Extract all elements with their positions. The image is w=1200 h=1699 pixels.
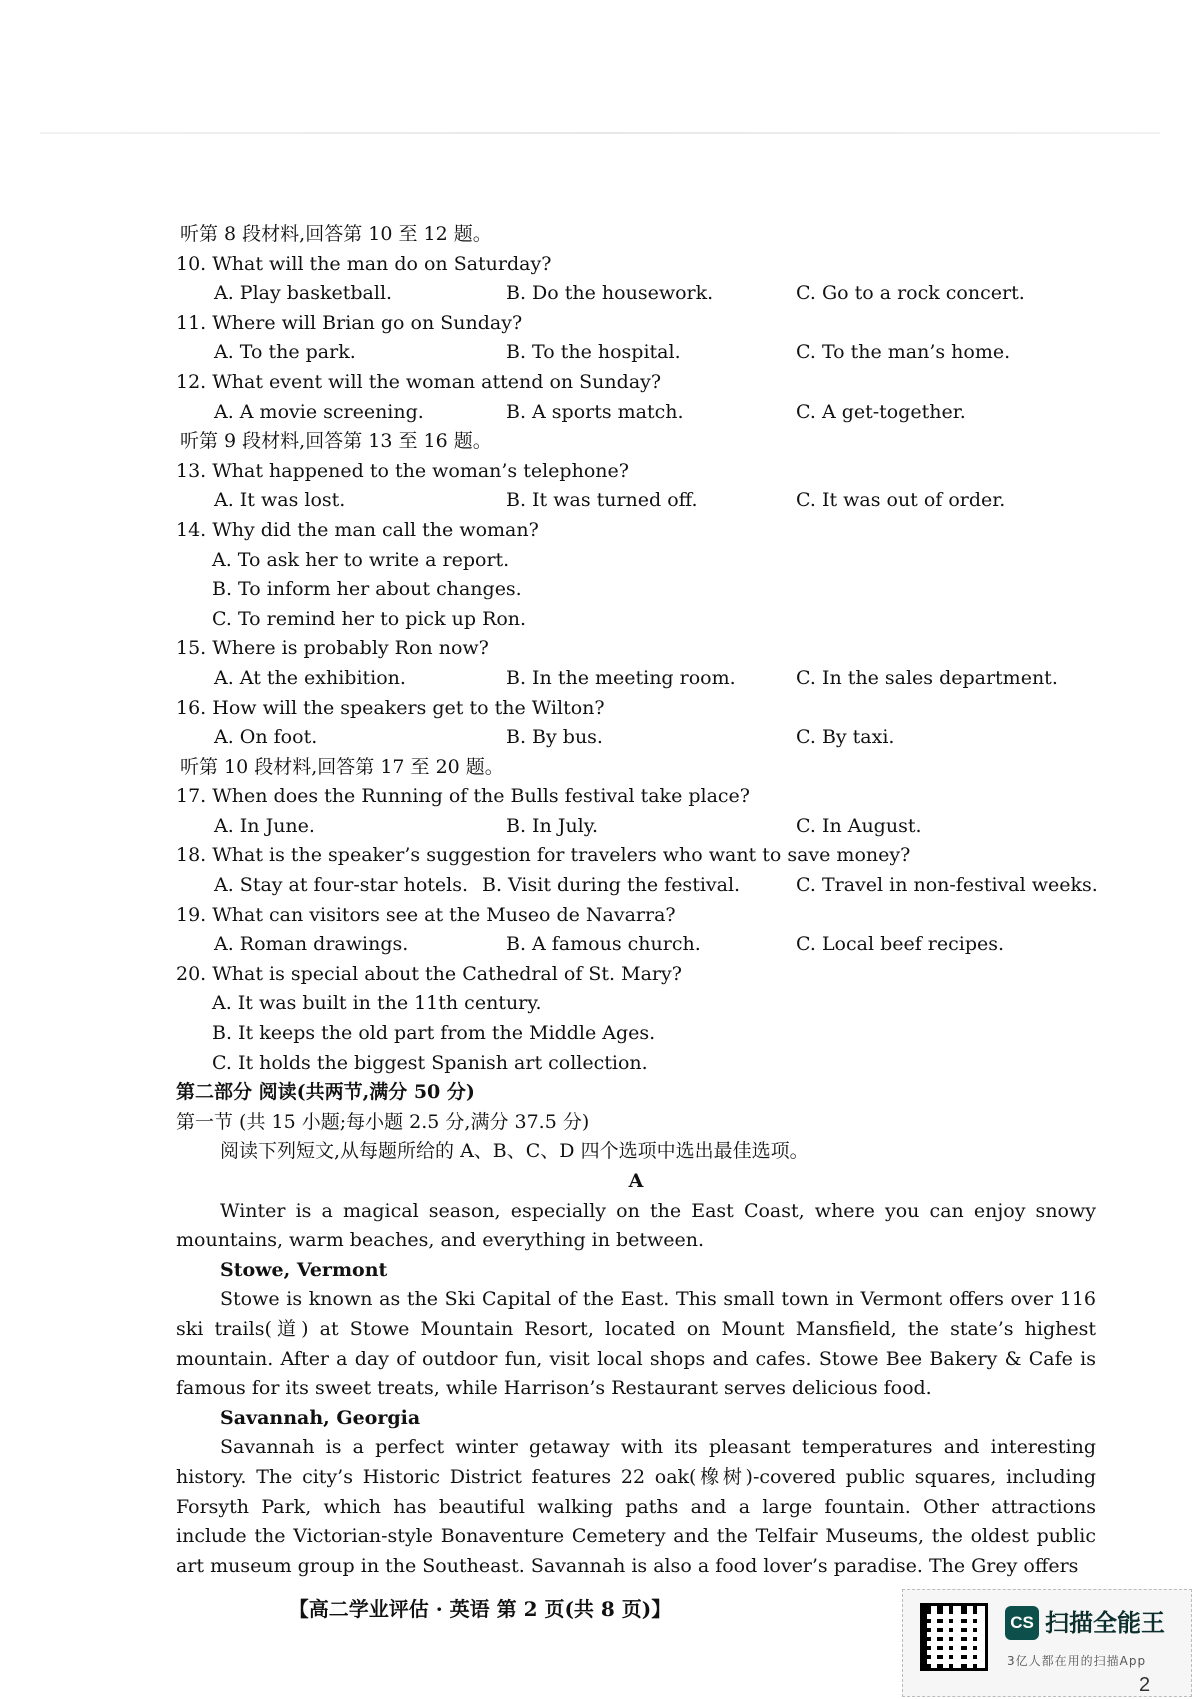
option-c: C. In August.	[796, 814, 922, 837]
option-c: C. By taxi.	[796, 726, 895, 749]
option-c: C. Go to a rock concert.	[796, 282, 1025, 305]
scanner-brand: 扫描全能王	[1045, 1609, 1165, 1637]
option-b: B. To the hospital.	[506, 341, 681, 364]
option-c: C. In the sales department.	[796, 666, 1058, 689]
footer-text: 【高二学业评估 · 英语 第 2 页(共 8 页)】	[288, 1597, 672, 1621]
question-12: 12. What event will the woman attend on Sunday?	[176, 370, 662, 393]
exam-page	[176, 220, 1096, 1581]
option-c: C. To remind her to pick up Ron.	[212, 607, 527, 630]
passage-letter: A	[628, 1170, 644, 1192]
option-a: A. At the exhibition.	[214, 666, 406, 689]
option-a: A. To ask her to write a report.	[212, 548, 510, 571]
option-b: B. It was turned off.	[506, 489, 698, 512]
instruction: 阅读下列短文,从每题所给的 A、B、C、D 四个选项中选出最佳选项。	[220, 1140, 809, 1163]
options-13	[176, 486, 1096, 516]
option-a: A. On foot.	[214, 726, 318, 749]
option-a: A. To the park.	[214, 341, 356, 364]
options-18	[176, 871, 1096, 901]
options-17	[176, 812, 1096, 842]
option-b: B. Visit during the festival.	[482, 874, 741, 897]
option-b: B. A sports match.	[506, 400, 684, 423]
section-heading-10: 听第 10 段材料,回答第 17 至 20 题。	[180, 755, 504, 778]
section-heading-8: 听第 8 段材料,回答第 10 至 12 题。	[180, 223, 492, 245]
scanner-watermark	[902, 1589, 1192, 1697]
scan-edge	[40, 132, 1160, 134]
scanner-tagline: 3亿人都在用的扫描App	[1007, 1654, 1147, 1668]
option-c: C. To the man’s home.	[796, 341, 1011, 364]
option-a: A. It was built in the 11th century.	[212, 992, 542, 1015]
option-b: B. Do the housework.	[506, 282, 714, 305]
option-c: C. It holds the biggest Spanish art collection.	[212, 1051, 648, 1074]
question-15: 15. Where is probably Ron now?	[176, 637, 489, 660]
options-15	[176, 664, 1096, 694]
option-c: C. It was out of order.	[796, 489, 1006, 512]
savannah-title: Savannah, Georgia	[220, 1406, 421, 1429]
question-10: 10. What will the man do on Saturday?	[176, 252, 552, 275]
option-c: C. Travel in non-festival weeks.	[796, 874, 1098, 897]
question-18: 18. What is the speaker’s suggestion for travelers who want to save money?	[176, 844, 911, 867]
option-b: B. To inform her about changes.	[212, 578, 522, 601]
option-b: B. By bus.	[506, 726, 603, 749]
option-b: B. It keeps the old part from the Middle Ages.	[212, 1022, 656, 1045]
part-title: 第二部分 阅读(共两节,满分 50 分)	[176, 1081, 475, 1104]
stowe-paragraph: Stowe is known as the Ski Capital of the East. This small town in Vermont offers over 116 ski trails(道) at Stowe Mountain Resort, located on Mount Mansfield, the state’s highest mountain. After a day of outdoor fun, visit local shops and cafes. Stowe Bee Bakery & Cafe is famous for its sweet treats, while Harrison’s Restaurant serves delicious food.	[176, 1288, 1096, 1400]
question-16: 16. How will the speakers get to the Wilton?	[176, 696, 605, 719]
option-a: A. In June.	[214, 814, 315, 837]
option-c: C. A get-together.	[796, 400, 966, 423]
section-title: 第一节 (共 15 小题;每小题 2.5 分,满分 37.5 分)	[176, 1110, 590, 1133]
options-12	[176, 398, 1096, 428]
option-b: B. A famous church.	[506, 933, 701, 956]
options-10	[176, 279, 1096, 309]
passage-intro: Winter is a magical season, especially on the East Coast, where you can enjoy snowy mountains, warm beaches, and everything in between.	[176, 1199, 1096, 1252]
option-b: B. In July.	[506, 814, 599, 837]
cs-logo-icon: CS	[1005, 1606, 1039, 1640]
question-19: 19. What can visitors see at the Museo de Navarra?	[176, 903, 676, 926]
option-a: A. Play basketball.	[214, 282, 393, 305]
option-a: A. A movie screening.	[214, 400, 424, 423]
question-20: 20. What is special about the Cathedral of St. Mary?	[176, 962, 682, 985]
options-16	[176, 723, 1096, 753]
option-a: A. Stay at four-star hotels.	[214, 874, 469, 897]
option-a: A. Roman drawings.	[214, 933, 409, 956]
stowe-title: Stowe, Vermont	[220, 1258, 388, 1281]
scan-page-number: 2	[1139, 1674, 1151, 1696]
question-14: 14. Why did the man call the woman?	[176, 518, 539, 541]
question-13: 13. What happened to the woman’s telephone?	[176, 459, 629, 482]
question-11: 11. Where will Brian go on Sunday?	[176, 311, 523, 334]
options-11	[176, 338, 1096, 368]
option-b: B. In the meeting room.	[506, 666, 736, 689]
options-19	[176, 930, 1096, 960]
qr-code-icon	[923, 1606, 985, 1668]
savannah-paragraph: Savannah is a perfect winter getaway with its pleasant temperatures and interesting history. The city’s Historic District features 22 oak(橡树)-covered public squares, including Forsyth Park, which has beautiful walking paths and a large fountain. Other attractions include the Victorian-style Bonaventure Cemetery and the Telfair Museums, the oldest public art museum group in the Southeast. Savannah is also a food lover’s paradise. The Grey offers	[176, 1436, 1096, 1577]
option-a: A. It was lost.	[214, 489, 346, 512]
option-c: C. Local beef recipes.	[796, 933, 1005, 956]
question-17: 17. When does the Running of the Bulls festival take place?	[176, 785, 750, 808]
section-heading-9: 听第 9 段材料,回答第 13 至 16 题。	[180, 430, 492, 453]
